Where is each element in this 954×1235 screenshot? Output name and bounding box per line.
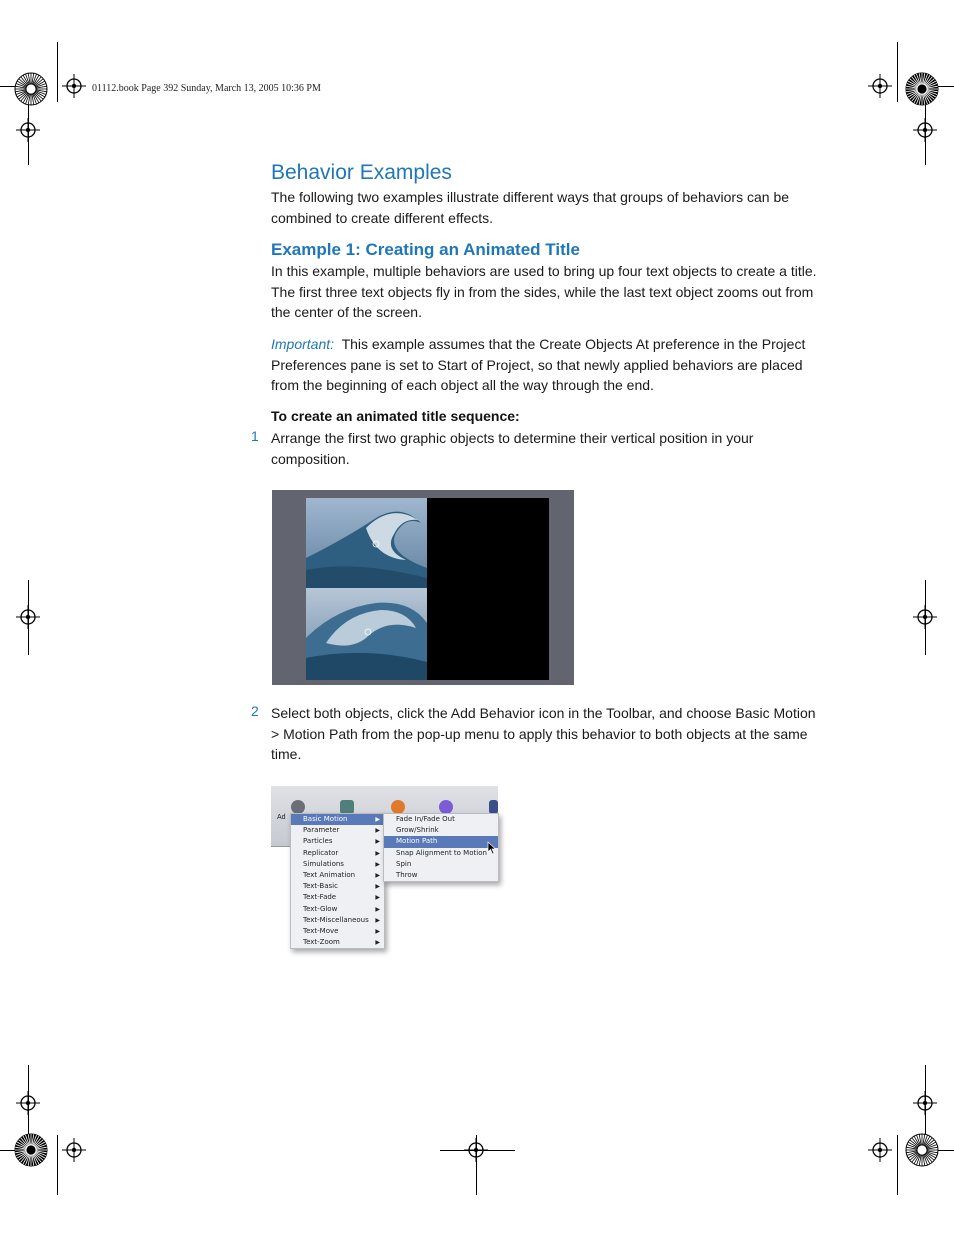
submenu-arrow-icon: ▶: [375, 905, 380, 913]
important-note: [271, 334, 827, 396]
registration-mark-icon: [16, 605, 40, 629]
behavior-category-menu: [290, 813, 385, 949]
menu-item[interactable]: [291, 848, 384, 859]
registration-mark-icon: [868, 1138, 892, 1162]
submenu-item[interactable]: [384, 814, 498, 825]
toolbar-label: Ad: [277, 814, 286, 821]
registration-mark-icon: [868, 74, 892, 98]
submenu-arrow-icon: ▶: [375, 860, 380, 868]
menu-item-label: Spin: [396, 859, 412, 868]
canvas-black-area: [427, 498, 549, 680]
submenu-item[interactable]: [384, 859, 498, 870]
procedure-title: To create an animated title sequence:: [271, 408, 520, 424]
registration-mark-icon: [16, 1091, 40, 1115]
example-title: Example 1: Creating an Animated Title: [271, 240, 580, 259]
menu-item[interactable]: [291, 859, 384, 870]
menu-item[interactable]: [291, 836, 384, 847]
menu-item-label: Grow/Shrink: [396, 826, 439, 835]
menu-item-label: Fade In/Fade Out: [396, 815, 455, 823]
registration-mark-icon: [913, 1091, 937, 1115]
important-text: This example assumes that the Create Objects At preference in the Project Preferences pane is set to Start of Project, so that newly applied behaviors are placed from the beginning of each object all the way through the end.: [271, 336, 806, 393]
menu-item-label: Snap Alignment to Motion: [396, 848, 487, 857]
starburst-mark-icon: [905, 72, 939, 106]
submenu-arrow-icon: ▶: [375, 827, 380, 835]
menu-item-label: Text-Move: [303, 926, 339, 935]
wave-image-top: [306, 498, 427, 588]
starburst-mark-icon: [905, 1133, 939, 1167]
step-number: 1: [251, 428, 259, 444]
gear-icon[interactable]: [291, 800, 305, 814]
print-header-stamp: 01112.book Page 392 Sunday, March 13, 2005 10:36 PM: [92, 83, 321, 94]
menu-item-label: Text-Glow: [303, 904, 338, 913]
submenu-arrow-icon: ▶: [375, 916, 380, 924]
submenu-arrow-icon: ▶: [375, 838, 380, 846]
starburst-mark-icon: [14, 1133, 48, 1167]
submenu-item[interactable]: [384, 836, 498, 847]
menu-item[interactable]: [291, 814, 384, 825]
wave-image-bottom: [306, 588, 427, 680]
menu-item-label: Text-Basic: [303, 882, 338, 891]
submenu-item[interactable]: [384, 848, 498, 859]
menu-item-label: Replicator: [303, 848, 339, 857]
menu-item-label: Basic Motion: [303, 815, 348, 823]
menu-item-label: Text-Zoom: [303, 938, 340, 947]
crop-line: [897, 1135, 898, 1195]
submenu-arrow-icon: ▶: [375, 816, 380, 823]
menu-item-label: Particles: [303, 837, 333, 846]
menu-item[interactable]: [291, 825, 384, 836]
submenu-arrow-icon: ▶: [375, 927, 380, 935]
submenu-arrow-icon: ▶: [375, 871, 380, 879]
registration-mark-icon: [913, 118, 937, 142]
example-intro-paragraph: In this example, multiple behaviors are used to bring up four text objects to create a title. The first three text objects fly in from the sides, while the last text object zooms out from the center of the screen.: [271, 263, 817, 320]
submenu-arrow-icon: ▶: [375, 849, 380, 857]
replicator-icon[interactable]: [489, 800, 498, 814]
menu-item[interactable]: [291, 881, 384, 892]
add-behavior-menu-screenshot: [271, 786, 499, 966]
menu-item[interactable]: [291, 892, 384, 903]
menu-item[interactable]: [291, 870, 384, 881]
crop-line: [57, 1135, 58, 1195]
submenu-arrow-icon: ▶: [375, 894, 380, 902]
crop-line: [57, 42, 58, 102]
registration-mark-icon: [913, 605, 937, 629]
submenu-item[interactable]: [384, 825, 498, 836]
menu-item-label: Simulations: [303, 859, 344, 868]
menu-item[interactable]: [291, 915, 384, 926]
menu-item-label: Parameter: [303, 826, 340, 835]
submenu-item[interactable]: [384, 870, 498, 881]
starburst-mark-icon: [14, 72, 48, 106]
important-label: Important:: [271, 336, 335, 352]
filter-icon[interactable]: [340, 800, 354, 814]
particle-icon[interactable]: [439, 800, 453, 814]
submenu-arrow-icon: ▶: [375, 939, 380, 947]
menu-item[interactable]: [291, 937, 384, 948]
menu-item[interactable]: [291, 904, 384, 915]
step-number: 2: [251, 703, 259, 719]
section-title: Behavior Examples: [271, 161, 452, 184]
menu-item-label: Text Animation: [303, 870, 356, 879]
registration-mark-icon: [62, 1138, 86, 1162]
menu-item[interactable]: [291, 926, 384, 937]
add-behavior-icon[interactable]: [391, 800, 405, 814]
registration-mark-icon: [464, 1138, 488, 1162]
submenu-arrow-icon: ▶: [375, 883, 380, 891]
menu-item-label: Text-Fade: [303, 893, 337, 902]
crop-line: [897, 42, 898, 102]
registration-mark-icon: [16, 118, 40, 142]
mouse-pointer-icon: [487, 841, 497, 855]
intro-paragraph: The following two examples illustrate different ways that groups of behaviors can be combined to create different effects.: [271, 189, 790, 226]
menu-item-label: Motion Path: [396, 837, 438, 846]
registration-mark-icon: [62, 74, 86, 98]
canvas-screenshot: [272, 490, 574, 685]
step-text: Select both objects, click the Add Behavior icon in the Toolbar, and choose Basic Motion > Motion Path from the pop-up menu to apply this behavior to both objects at the same time.: [271, 705, 816, 762]
menu-item-label: Text-Miscellaneous: [303, 915, 369, 924]
basic-motion-submenu: [383, 813, 499, 882]
menu-item-label: Throw: [396, 870, 418, 879]
step-text: Arrange the first two graphic objects to determine their vertical position in your composition.: [271, 430, 754, 467]
